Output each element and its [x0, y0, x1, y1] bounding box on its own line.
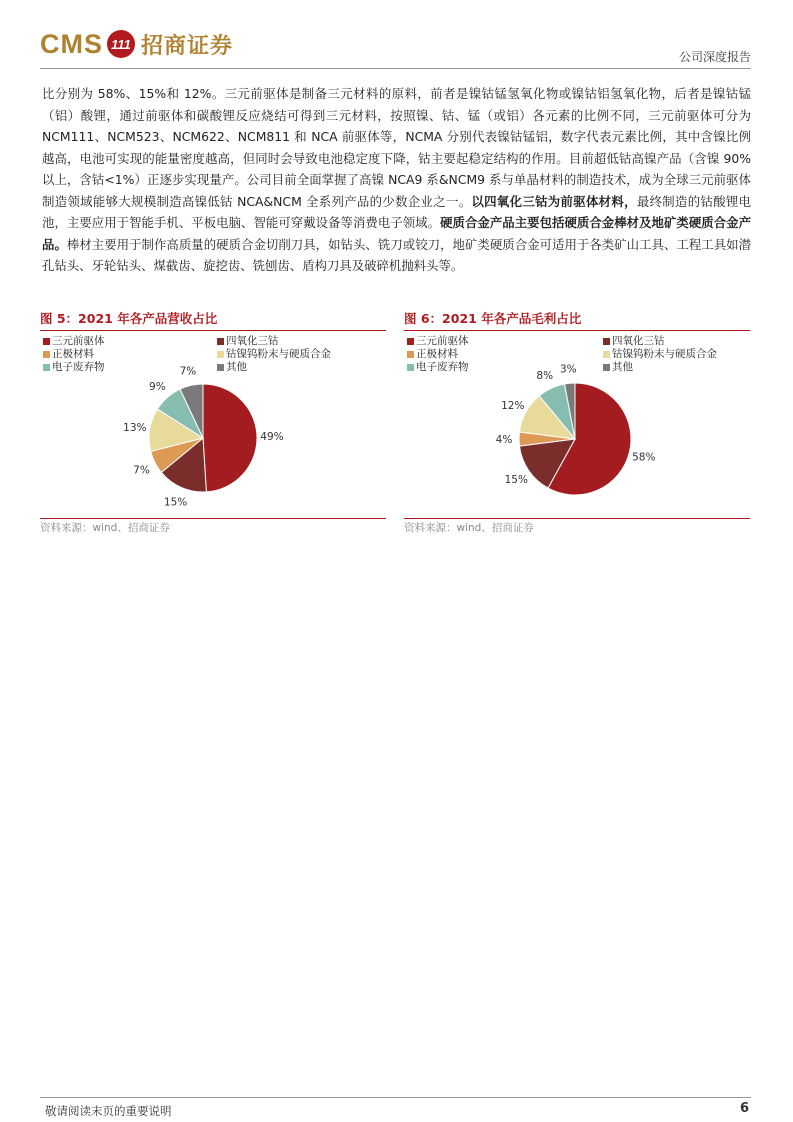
text-segment: 比分别为 58%、15%和 12%。三元前驱体是制备三元材料的原料，前者是镍钴锰氢氧化物或镍钴铝氢氧化物，后者是镍钴锰（铝）酸锂，通过前驱体和碳酸锂反应烧结可得到三元材料，按照镍、钴、锰（或铝）各元素的比例不同，三元前驱体可分为 NCM111、NCM523、NCM622、NCM811 和 NCA 前驱体等，NCMA 分别代表镍钴锰铝，数字代表元素比例，其中含镍比例越高，电池可实现的能量密度越高，但同时会导致电池稳定度下降，钴主要起稳定结构的作用。目前超低钴高镍产品（含镍 90%以上，含钴<1%）正逐步实现量产。公司目前全面掌握了高镍 NCA9 系&NCM9 系与单晶材料的制造技术，成为全球三元前驱体制造领域能够大规模制造高镍低钴 NCA&NCM 全系列产品的少数企业之一。	[42, 86, 751, 209]
figure-body	[40, 331, 386, 521]
data-label: 7%	[133, 464, 150, 477]
figure-6	[404, 310, 750, 536]
bold-segment: 硬质合金产品主要包括硬质合金棒材及地矿类硬质合金产品。	[42, 215, 751, 252]
figure-source: 资料来源：wind、招商证券	[40, 522, 170, 534]
data-label: 15%	[504, 473, 528, 486]
body-paragraph	[42, 83, 751, 277]
legend-label: 电子废弃物	[52, 361, 105, 373]
data-label: 8%	[536, 369, 554, 382]
legend-label: 三元前驱体	[416, 335, 469, 347]
pie-chart-revenue	[40, 331, 386, 521]
text-segment: 最终制造的钴酸锂电池，主要应用于智能手机、平板电脑、智能可穿戴设备等消费电子领域。	[42, 193, 752, 230]
legend-label: 其他	[226, 361, 247, 373]
footer-disclaimer: 敬请阅读末页的重要说明	[45, 1104, 172, 1118]
data-label: 12%	[501, 399, 525, 412]
report-type: 公司深度报告	[678, 50, 751, 64]
figure-title: 图 6：2021 年各产品毛利占比	[404, 310, 750, 331]
data-label: 13%	[123, 422, 147, 435]
figure-source: 资料来源：wind、招商证券	[404, 522, 534, 534]
figure-body	[404, 331, 750, 521]
figure-divider	[40, 518, 386, 519]
data-label: 9%	[149, 381, 166, 394]
figure-title: 图 5：2021 年各产品营收占比	[40, 310, 386, 331]
company-logo	[40, 28, 233, 60]
legend-label: 四氧化三钴	[612, 335, 665, 347]
legend-label: 电子废弃物	[416, 361, 469, 373]
pie-slice	[203, 384, 257, 492]
data-label: 3%	[559, 363, 577, 376]
logo-company-name: 招商证券	[141, 33, 234, 59]
logo-badge-icon: 111	[107, 30, 135, 58]
data-label: 15%	[163, 496, 188, 509]
logo-cms-text: CMS	[40, 28, 103, 59]
figure-divider	[404, 518, 750, 519]
data-label: 58%	[632, 451, 656, 464]
legend-label: 钴镍钨粉末与硬质合金	[226, 348, 331, 360]
legend-label: 正极材料	[416, 348, 458, 360]
data-label: 49%	[260, 430, 284, 443]
legend-label: 三元前驱体	[52, 335, 105, 347]
data-label: 7%	[179, 365, 197, 378]
text-segment: 棒材主要用于制作高质量的硬质合金切削刀具，如钻头、铣刀或铰刀，地矿类硬质合金可适用于各类矿山工具、工程工具如潜孔钻头、牙轮钻头、煤截齿、旋挖齿、铣刨齿、盾构刀具及破碎机抛料头等。	[42, 236, 752, 273]
footer-divider	[40, 1097, 751, 1098]
header-divider	[40, 68, 751, 69]
legend-label: 四氧化三钴	[226, 335, 279, 347]
pie-chart-gross-profit	[404, 331, 750, 521]
bold-segment: 以四氧化三钴为前驱体材料，	[471, 193, 637, 209]
legend-label: 正极材料	[52, 348, 94, 360]
data-label: 4%	[495, 434, 513, 446]
legend-label: 其他	[612, 361, 633, 373]
figure-5	[40, 310, 386, 536]
legend-label: 钴镍钨粉末与硬质合金	[612, 348, 717, 360]
page-number: 6	[739, 1101, 749, 1116]
